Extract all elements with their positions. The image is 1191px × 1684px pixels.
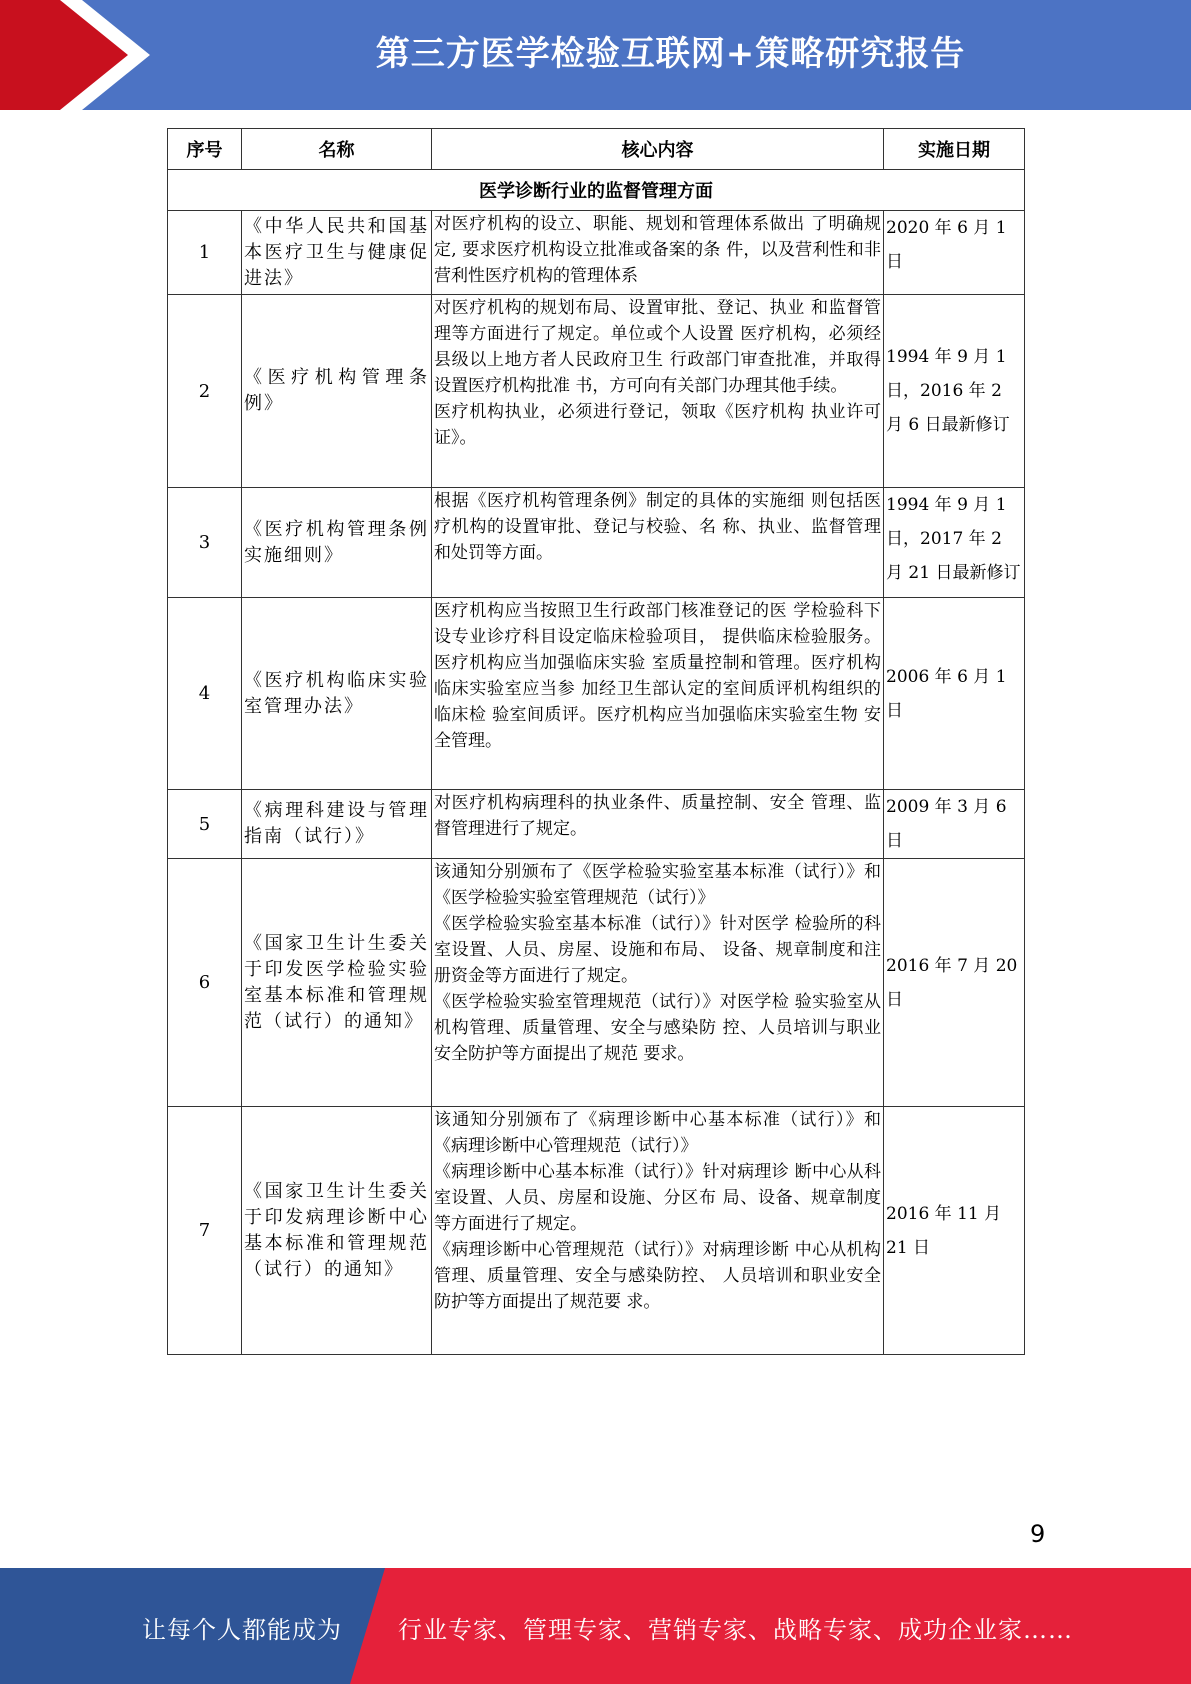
content-paragraph: 医疗机构应当按照卫生行政部门核准登记的医 学检验科下设专业诊疗科目设定临床检验项目， 提供临床检验服务。医疗机构应当加强临床实验 室质量控制和管理。医疗机构临床实验室应当参 加经卫生部认定的室间质评机构组织的临床检 验室间质评。医疗机构应当加强临床实验室生物 安全管理。: [434, 601, 881, 751]
regulation-content: [432, 211, 884, 295]
footer-slogan-right: 行业专家、管理专家、营销专家、战略专家、成功企业家……: [398, 1616, 1073, 1644]
row-number: 4: [168, 598, 242, 790]
row-number: 6: [168, 859, 242, 1107]
regulation-table: [167, 128, 1025, 1355]
row-number: 3: [168, 488, 242, 598]
effective-date: 2020 年 6 月 1 日: [884, 211, 1025, 295]
column-header-no: 序号: [168, 129, 242, 170]
regulation-name: 《医疗机构临床实验室管理办法》: [242, 598, 432, 790]
page-footer: [0, 1568, 1191, 1684]
table-row: [168, 295, 1025, 488]
content-paragraph: 《病理诊断中心管理规范（试行）》对病理诊断 中心从机构管理、质量管理、安全与感染防控、 人员培训和职业安全防护等方面提出了规范要 求。: [434, 1240, 881, 1312]
regulation-content: [432, 1107, 884, 1355]
column-header-date: 实施日期: [884, 129, 1025, 170]
content-paragraph: 该通知分别颁布了《病理诊断中心基本标准（试行）》和《病理诊断中心管理规范（试行）》: [434, 1110, 881, 1156]
footer-slogan-left: 让每个人都能成为: [142, 1616, 342, 1644]
regulation-content: [432, 598, 884, 790]
content-paragraph: 该通知分别颁布了《医学检验实验室基本标准（试行）》和《医学检验实验室管理规范（试行）》: [434, 862, 881, 908]
regulation-content: [432, 295, 884, 488]
section-title: 医学诊断行业的监督管理方面: [168, 170, 1025, 211]
content-paragraph: 医疗机构执业，必须进行登记，领取《医疗机构 执业许可证》。: [434, 402, 881, 448]
effective-date: 1994 年 9 月 1 日，2017 年 2 月 21 日最新修订: [884, 488, 1025, 598]
table-row: [168, 859, 1025, 1107]
content-paragraph: 对医疗机构病理科的执业条件、质量控制、安全 管理、监督管理进行了规定。: [434, 793, 881, 839]
regulation-content: [432, 859, 884, 1107]
table-row: [168, 790, 1025, 859]
regulation-name: 《医疗机构管理条例》: [242, 295, 432, 488]
effective-date: 2016 年 11 月 21 日: [884, 1107, 1025, 1355]
regulation-name: 《病理科建设与管理指南（试行）》: [242, 790, 432, 859]
regulation-name: 《医疗机构管理条例实施细则》: [242, 488, 432, 598]
effective-date: 2016 年 7 月 20 日: [884, 859, 1025, 1107]
row-number: 5: [168, 790, 242, 859]
report-title: 第三方医学检验互联网+策略研究报告: [375, 34, 966, 74]
effective-date: 2006 年 6 月 1 日: [884, 598, 1025, 790]
content-paragraph: 《医学检验实验室管理规范（试行）》对医学检 验实验室从机构管理、质量管理、安全与感染防 控、人员培训与职业安全防护等方面提出了规范 要求。: [434, 992, 881, 1064]
regulation-name: 《国家卫生计生委关于印发病理诊断中心基本标准和管理规范（试行）的通知》: [242, 1107, 432, 1355]
column-header-content: 核心内容: [432, 129, 884, 170]
page-header: [0, 0, 1191, 110]
row-number: 2: [168, 295, 242, 488]
column-header-name: 名称: [242, 129, 432, 170]
effective-date: 1994 年 9 月 1 日，2016 年 2 月 6 日最新修订: [884, 295, 1025, 488]
content-paragraph: 对医疗机构的设立、职能、规划和管理体系做出 了明确规定, 要求医疗机构设立批准或备案的条 件，以及营利性和非营利性医疗机构的管理体系: [434, 214, 881, 286]
section-row: [168, 170, 1025, 211]
table-row: [168, 598, 1025, 790]
table-row: [168, 488, 1025, 598]
row-number: 1: [168, 211, 242, 295]
regulation-content: [432, 790, 884, 859]
row-number: 7: [168, 1107, 242, 1355]
regulation-content: [432, 488, 884, 598]
table-row: [168, 211, 1025, 295]
content-paragraph: 《病理诊断中心基本标准（试行）》针对病理诊 断中心从科室设置、人员、房屋和设施、分区布 局、设备、规章制度等方面进行了规定。: [434, 1162, 881, 1234]
content-paragraph: 根据《医疗机构管理条例》制定的具体的实施细 则包括医疗机构的设置审批、登记与校验、名 称、执业、监督管理和处罚等方面。: [434, 491, 881, 563]
table-header-row: [168, 129, 1025, 170]
content-paragraph: 《医学检验实验室基本标准（试行）》针对医学 检验所的科室设置、人员、房屋、设施和布局、 设备、规章制度和注册资金等方面进行了规定。: [434, 914, 881, 986]
effective-date: 2009 年 3 月 6 日: [884, 790, 1025, 859]
page-number: 9: [1030, 1520, 1046, 1548]
regulation-name: 《中华人民共和国基本医疗卫生与健康促进法》: [242, 211, 432, 295]
table-row: [168, 1107, 1025, 1355]
regulation-name: 《国家卫生计生委关于印发医学检验实验室基本标准和管理规范（试行）的通知》: [242, 859, 432, 1107]
content-paragraph: 对医疗机构的规划布局、设置审批、登记、执业 和监督管理等方面进行了规定。单位或个人设置 医疗机构，必须经县级以上地方者人民政府卫生 行政部门审查批准，并取得设置医疗机构批准 书，方可向有关部门办理其他手续。: [434, 298, 881, 396]
